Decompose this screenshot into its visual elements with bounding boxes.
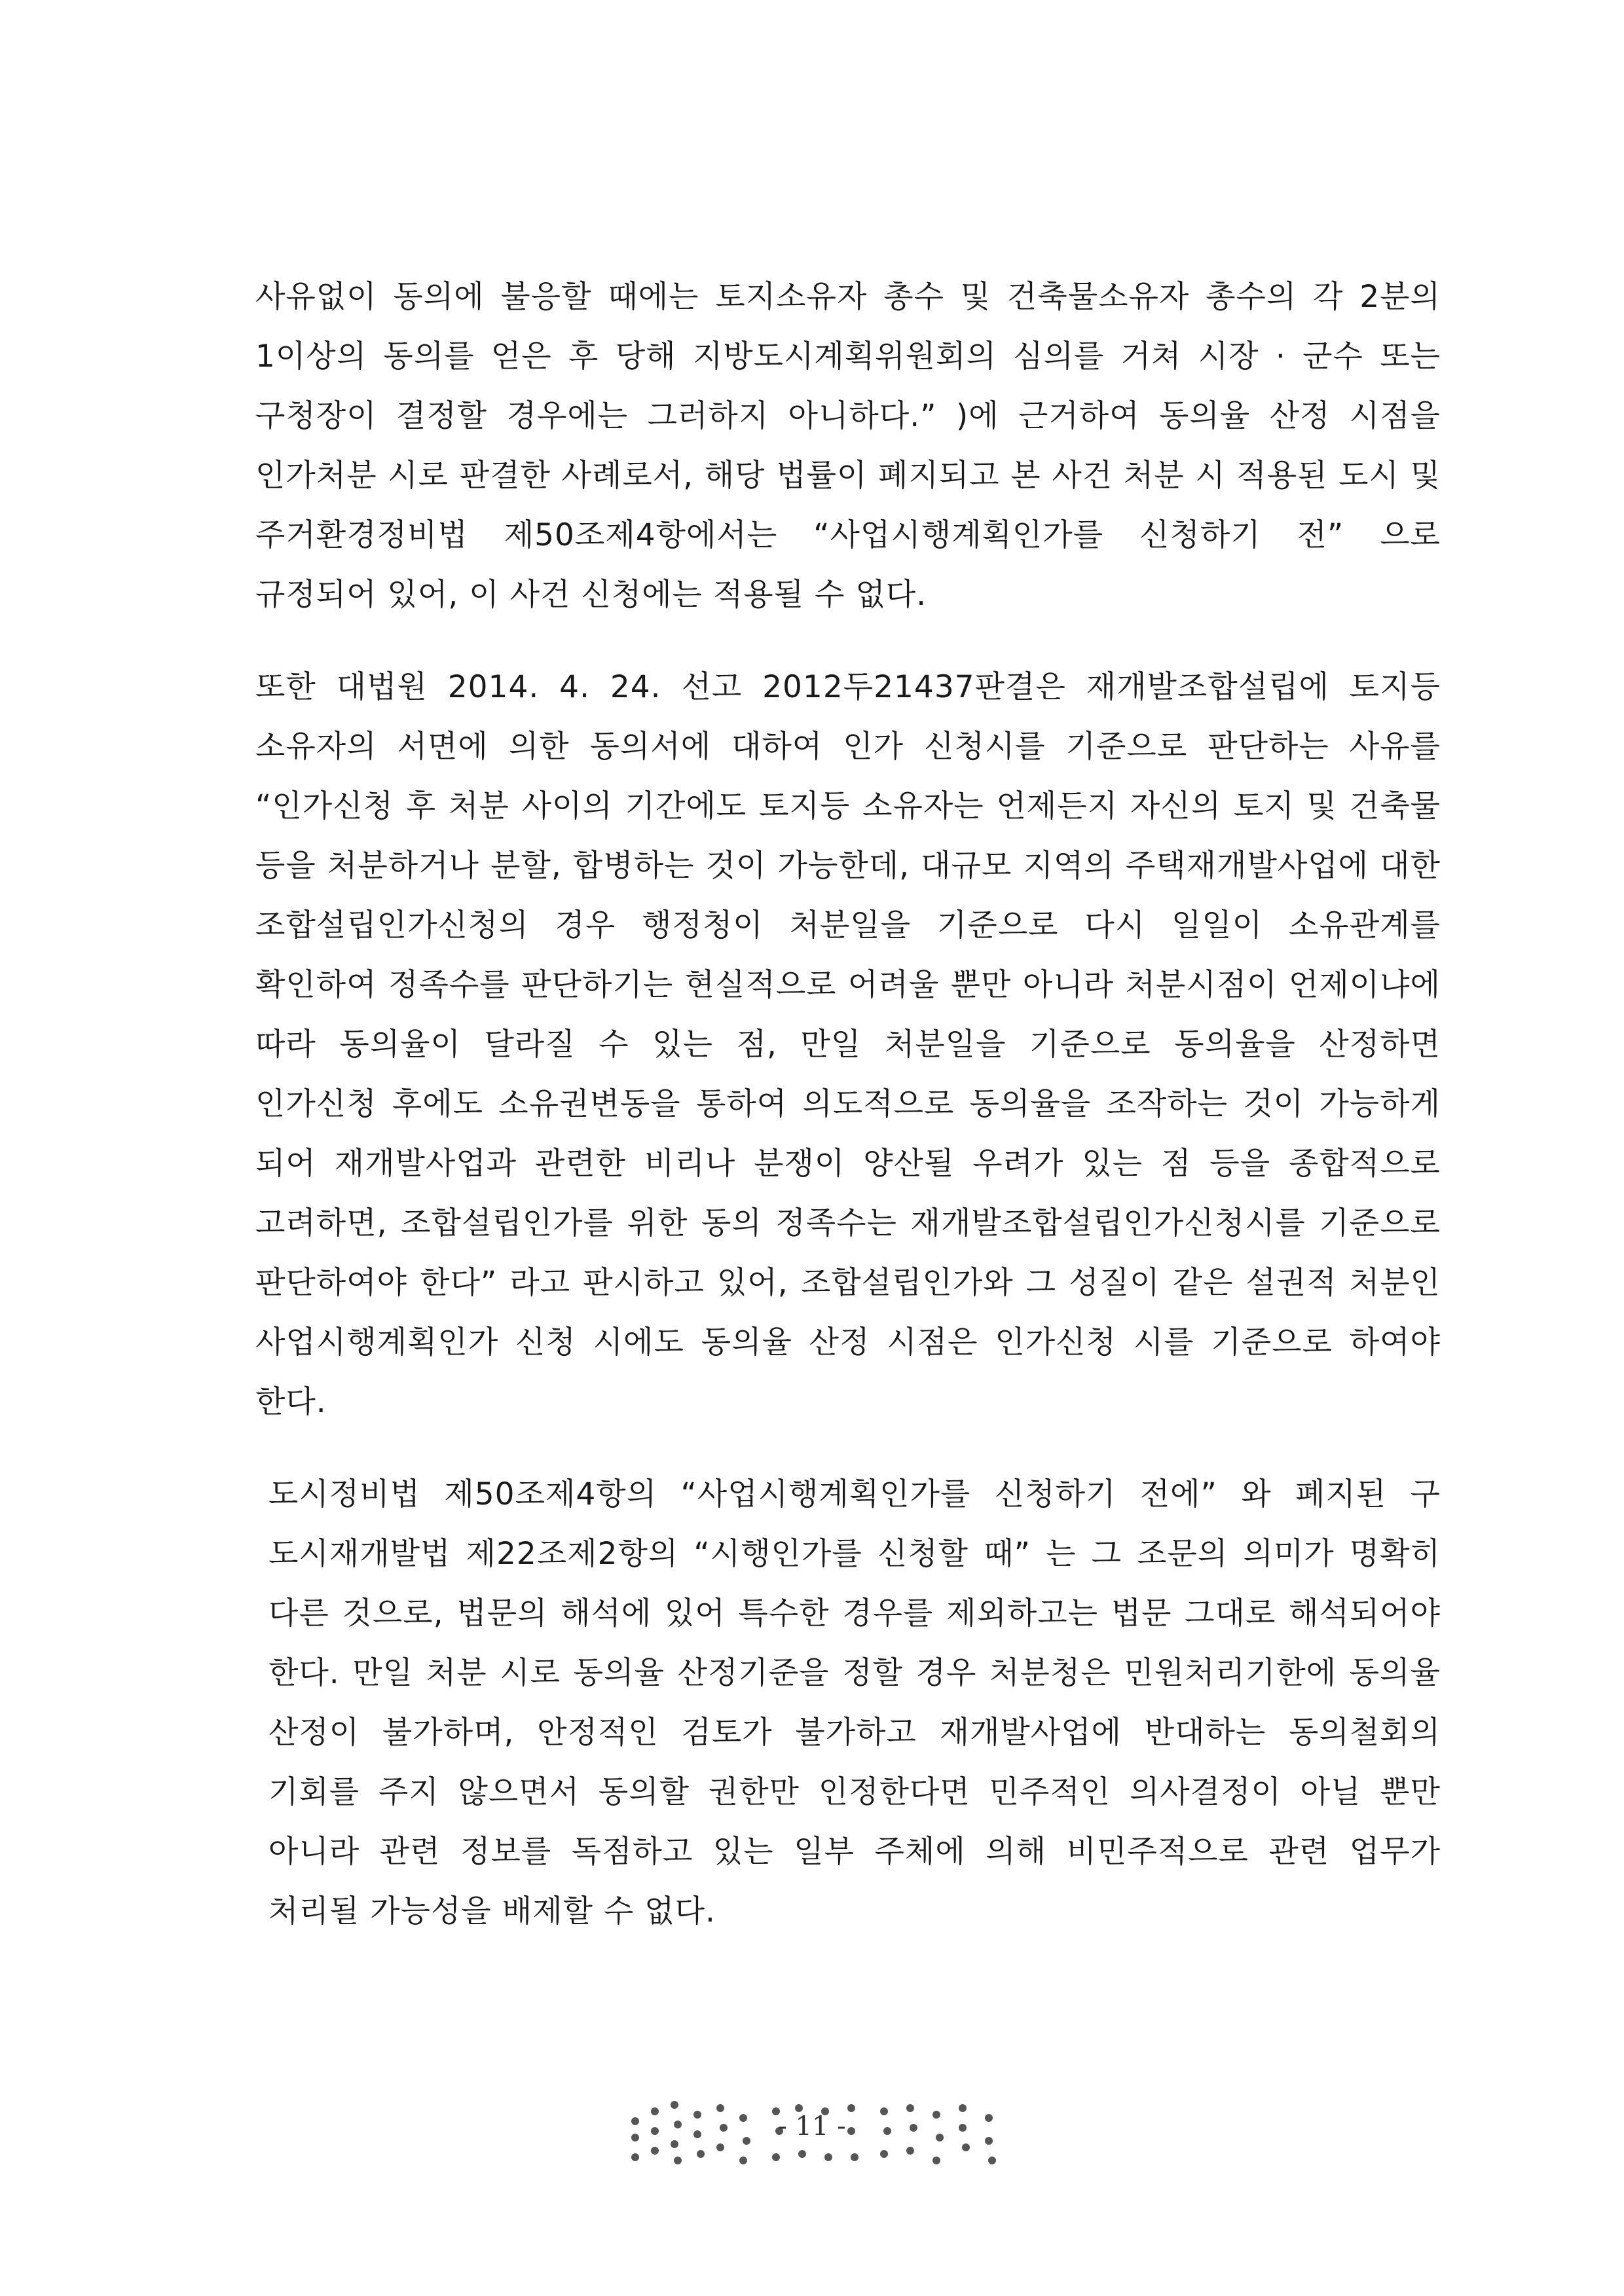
paragraph-2: 또한 대법원 2014. 4. 24. 선고 2012두21437판결은 재개발조합설립에 토지등 소유자의 서면에 의한 동의서에 대하여 인가 신청시를 기준으로 판단하는 사유를 “인가신청 후 처분 사이의 기간에도 토지등 소유자는 언제든지 자신의 토지 및 건축물 등을 처분하거나 분할, 합병하는 것이 가능한데, 대규모 지역의 주택재개발사업에 대한 조합설립인가신청의 경우 행정청이 처분일을 기준으로 다시 일일이 소유관계를 확인하여 정족수를 판단하기는 현실적으로 어려울 뿐만 아니라 처분시점이 언제이냐에 따라 동의율이 달라질 수 있는 점, 만일 처분일을 기준으로 동의율을 산정하면 인가신청 후에도 소유권변동을 통하여 의도적으로 동의율을 조작하는 것이 가능하게 되어 재개발사업과 관련한 비리나 분쟁이 양산될 우려가 있는 점 등을 종합적으로 고려하면, 조합설립인가를 위한 동의 정족수는 재개발조합설립인가신청시를 기준으로 판단하여야 한다” 라고 판시하고 있어, 조합설립인가와 그 성질이 같은 설권적 처분인 사업시행계획인가 신청 시에도 동의율 산정 시점은 인가신청 시를 기준으로 하여야 한다.: [255, 669, 1441, 1420]
paragraph-3: 도시정비법 제50조제4항의 “사업시행계획인가를 신청하기 전에” 와 폐지된 구 도시재개발법 제22조제2항의 “시행인가를 신청할 때” 는 그 조문의 의미가 명확히 다른 것으로, 법문의 해석에 있어 특수한 경우를 제외하고는 법문 그대로 해석되어야 한다. 만일 처분 시로 동의율 산정기준을 정할 경우 처분청은 민원처리기한에 동의율 산정이 불가하며, 안정적인 검토가 불가하고 재개발사업에 반대하는 동의철회의 기회를 주지 않으면서 동의할 권한만 인정한다면 민주적인 의사결정이 아닐 뿐만 아니라 관련 정보를 독점하고 있는 일부 주체에 의해 비민주적으로 관련 업무가 처리될 가능성을 배제할 수 없다.: [268, 1476, 1441, 1929]
paragraph-1: 사유없이 동의에 불응할 때에는 토지소유자 총수 및 건축물소유자 총수의 각 2분의 1이상의 동의를 얻은 후 당해 지방도시계획위원회의 심의를 거쳐 시장 · 군수 또는 구청장이 결정할 경우에는 그러하지 아니하다.” )에 근거하여 동의율 산정 시점을 인가처분 시로 판결한 사례로서, 해당 법률이 폐지되고 본 사건 처분 시 적용된 도시 및 주거환경정비법 제50조제4항에서는 “사업시행계획인가를 신청하기 전” 으로 규정되어 있어, 이 사건 신청에는 적용될 수 없다.: [255, 279, 1441, 613]
document-body: [255, 267, 1441, 1941]
page-footer: [616, 2092, 1008, 2170]
page-number: - 11 -: [778, 2111, 846, 2141]
